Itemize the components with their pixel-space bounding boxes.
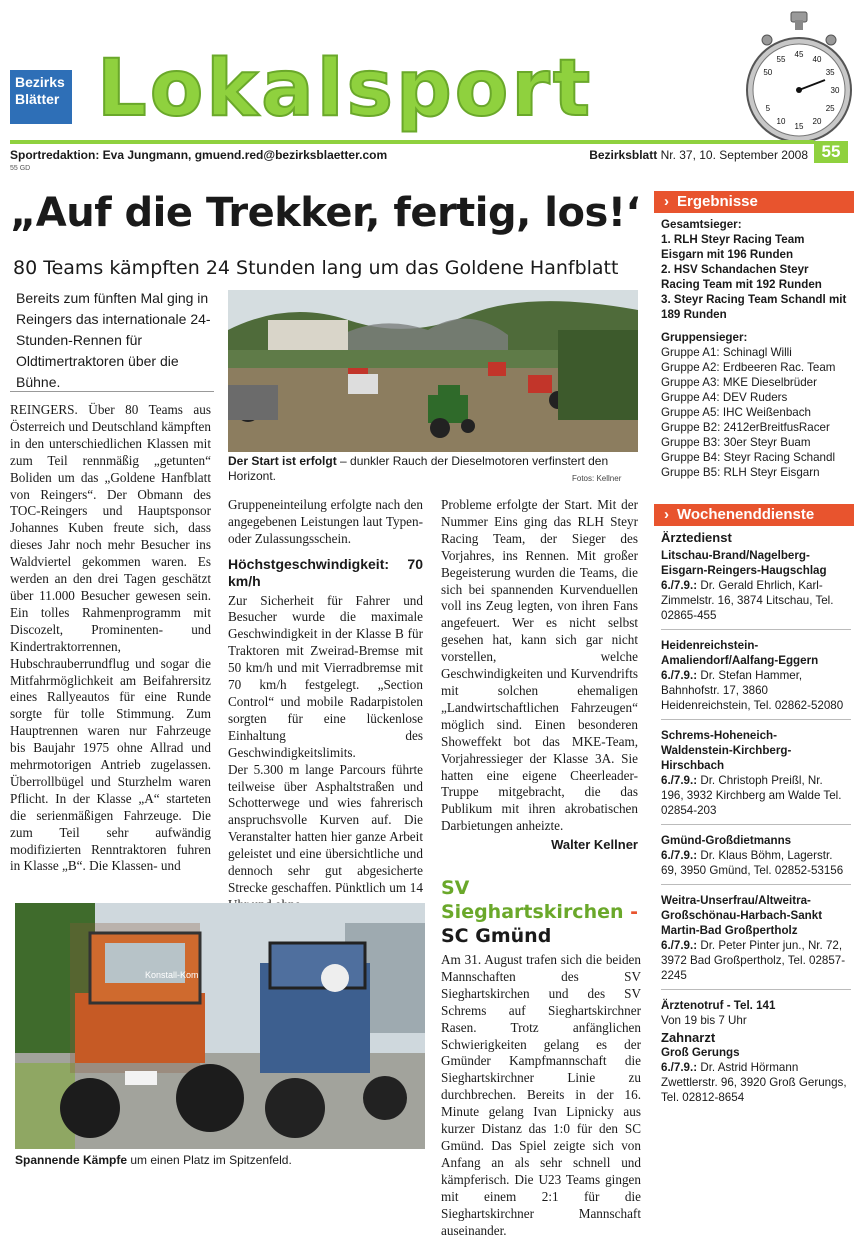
duty-doctor-details: Dr. Peter Pinter jun., Nr. 72, 3972 Bad Großpertholz, Tel. 02857-2245 — [661, 939, 846, 982]
gruppen-label: Gruppensieger: — [661, 331, 748, 344]
gruppe-winner: Erdbeeren Rac. Team — [722, 361, 836, 374]
photo2-caption-bold: Spannende Kämpfe — [15, 1153, 128, 1167]
sv-article — [441, 876, 641, 1239]
gruppe-label: Gruppe A3: — [661, 376, 720, 389]
sv-title-team1: SV Sieghartskirchen — [441, 877, 624, 923]
gruppe-winner: IHC Weißenbach — [722, 406, 811, 419]
section-title: Lokalsport — [97, 44, 594, 134]
watch-number: 20 — [812, 117, 822, 127]
article-column-3 — [441, 497, 638, 854]
duty-divider — [661, 629, 851, 630]
gruppe-winner: Steyr Racing Schandl — [723, 451, 836, 464]
gruppe-item — [661, 375, 848, 390]
duty-region: Schrems-Hoheneich-Waldenstein-Kirchberg-Hirschbach — [661, 729, 792, 772]
sidebar — [654, 191, 854, 1105]
gruppe-label: Gruppe B5: — [661, 466, 721, 479]
watch-number: 40 — [812, 54, 822, 64]
duty-doctor — [661, 578, 848, 623]
photo2-caption-text: um einen Platz im Spitzenfeld. — [127, 1153, 292, 1167]
gruppe-winner: 30er Steyr Buam — [723, 436, 811, 449]
duty-doctor-details: Dr. Stefan Hammer, Bahnhofstr. 17, 3860 Heidenreichstein, Tel. 02862-52080 — [661, 669, 844, 712]
gruppe-winner: 2412erBreitfusRacer — [723, 421, 830, 434]
watch-number: 35 — [825, 68, 835, 77]
photo-credit: Fotos: Kellner — [572, 474, 622, 483]
results-header — [654, 191, 854, 213]
column-2-paragraph-1: Gruppeneinteilung erfolgte nach den angegebenen Leistungen laut Typen- oder Zulassungsschein. — [228, 497, 423, 546]
notruf-line: Ärztenotruf - Tel. 141 — [661, 999, 776, 1012]
race-start-photo — [228, 290, 638, 452]
results-header-label: Ergebnisse — [677, 193, 758, 210]
issue-details: Nr. 37, 10. September 2008 — [660, 148, 808, 162]
duty-entry — [661, 638, 848, 720]
gruppe-item — [661, 390, 848, 405]
zahnarzt-entry — [661, 1060, 848, 1105]
zahnarzt-date: 6./7.9.: — [661, 1061, 698, 1074]
gruppe-winner: Schinagl Willi — [722, 346, 792, 359]
column-2-paragraph-3: Der 5.300 m lange Parcours führte teilweise über Asphaltstraßen und Schotterwege und wies fahrerisch anspruchsvolle Kurven auf. Die Veranstalter hatten hier ganze Arbeit geleistet und eine übersichtliche und dennoch sehr gut abgesicherte Strecke geschaffen. Pünktlich um 14 — [228, 761, 423, 895]
article-column-1 — [10, 402, 211, 875]
gruppe-label: Gruppe A5: — [661, 406, 720, 419]
duty-divider — [661, 824, 851, 825]
zahnarzt-region: Groß Gerungs — [661, 1046, 740, 1059]
sv-article-title — [441, 876, 641, 948]
gruppe-label: Gruppe B4: — [661, 451, 721, 464]
gruppe-item — [661, 405, 848, 420]
article-subheadline: 80 Teams kämpften 24 Stunden lang um das Goldene Hanfblatt — [13, 257, 619, 279]
gruppe-label: Gruppe A4: — [661, 391, 720, 404]
duty-doctor-details: Dr. Gerald Ehrlich, Karl-Zimmelstr. 16, 3874 Litschau, Tel. 02865-455 — [661, 579, 834, 622]
gruppe-winner: RLH Steyr Eisgarn — [723, 466, 820, 479]
duty-doctor-details: Dr. Klaus Böhm, Lagerstr. 69, 3950 Gmünd, Tel. 02852-53156 — [661, 849, 844, 877]
gruppe-label: Gruppe A1: — [661, 346, 720, 359]
logo-line-2: Blätter — [15, 91, 60, 107]
masthead-rule — [10, 140, 814, 144]
sv-title-dash: - — [623, 901, 639, 923]
gruppe-item — [661, 420, 848, 435]
bezirksblaetter-logo — [10, 70, 72, 124]
issue-line — [589, 148, 808, 162]
duty-date: 6./7.9.: — [661, 579, 698, 592]
photo1-caption-text: – dunkler Rauch der Dieselmotoren verfinstert den Horizont. — [228, 454, 609, 483]
gruppe-label: Gruppe A2: — [661, 361, 720, 374]
duty-header-label: Wochenenddienste — [677, 506, 815, 523]
column-1-text: REINGERS. Über 80 Teams aus Österreich und Deutschland kämpften in den unterschiedlichen Klassen mit zum Teil rennmäßig „getunten“ Boliden um das „Goldene Hanfblatt von Reingers“. Der Obmann des TOC-Reingers und Hauptsponsor Johannes Kuben freute sich, dass dieses Jahr noch mehr Besucher ins Waldviertel gekommen waren. Es werden an den drei Tagen geschätzt über 11.000 Besucher gewesen sein. Ein tolles Rahmenprogramm mit Discozelt, Prominenten- und Kindertraktorrennen, Hubschrauberrundflug und sogar die Mitfahrmöglichkeit am Beifahrersitz eines Rallyeautos für eine Runde sorgte für tolle Stimmung. Zum Hauptrennen waren nur Fahrzeuge bis Baujahr 1975 ohne Allrad und mehrmotorigen Antrieb zugelassen. Überrollbügel und Sturzhelm waren Pflicht. In der Klasse „A“ starteten die serienmäßigen Fahrzeuge. Die zum Teil sehr aufwändig modifizierten Renntraktoren fuhren in Klasse „B“. Die Klassen- und — [10, 402, 211, 874]
sv-article-body: Am 31. August trafen sich die beiden Mannschaften des SV Sieghartskirchen und des SV Schrems auf Sieghartskirchner Rasen. Trotz anfänglichen Schwierigkeiten gelang es der Gmünder Kampfmannschaft die Sieghartskirchner Linie zu durchbrechen. Bereits in der 16. Minute gelang Ivan Lipnicky aus kurzer Distanz das 1:0 für den SC Gmünd. Das Spiel zeigte sich von Anfang an als sehr schnell und kämpferisch. Die U23 Teams gingen mit einem 2:1 für die Sieghartskirchner Mannschaft auseinander. — [441, 952, 641, 1238]
photo1-caption-bold: Der Start ist erfolgt — [228, 454, 337, 468]
column-3-text: Probleme erfolgte der Start. Mit der Nummer Eins ging das RLH Steyr Racing Team, der Sieger des Vorjahres, ins Rennen. Mit großer Begeisterung wurden die Teams, die sich bei spannenden Kurvenduellen voll ins Zeug legten, von ihren Fans angefeuert. Wer es nicht selbst gesehen hat, kann sich gar nicht vorstellen, welche Geschwindigkeiten und Kurvendrifts mit solchen ehemaligen „Landwirtschaftlichen Fahrzeugen“ möglich sind. Einen besonderen Showeffekt bot das MKE-Team, Vorjahressieger der Klasse 3A. Sie hatten eine eigene Cheerleader-Truppe mitgebracht, die das Publikum mit ihren akrobatischen Darbietungen anheizte. — [441, 497, 638, 834]
duty-header — [654, 504, 854, 526]
duty-divider — [661, 989, 851, 990]
duty-date: 6./7.9.: — [661, 939, 698, 952]
chevron-right-icon: › — [664, 506, 669, 523]
duty-divider — [661, 884, 851, 885]
gesamt-item: 2. HSV Schandachen Steyr Racing Team mit 192 Runden — [661, 263, 822, 291]
duty-doctor — [661, 668, 848, 713]
zahnarzt-label: Zahnarzt — [661, 1030, 716, 1045]
watch-number: 50 — [763, 68, 773, 77]
gruppe-item — [661, 360, 848, 375]
stopwatch-icon — [745, 10, 853, 150]
page-number: 55 — [814, 141, 848, 163]
column-2-subhead: Höchstgeschwindigkeit: 70 km/h — [228, 555, 423, 589]
tractor-plate-text: Konstall-Kom — [145, 970, 199, 980]
duty-date: 6./7.9.: — [661, 774, 698, 787]
gruppe-winner: MKE Dieselbrüder — [722, 376, 817, 389]
gruppe-item — [661, 435, 848, 450]
watch-number: 55 — [776, 54, 786, 64]
gruppe-item — [661, 345, 848, 360]
duty-region: Heidenreichstein-Amaliendorf/Aalfang-Eggern — [661, 639, 819, 667]
page-code: 55 GD — [10, 165, 31, 172]
watch-number: 10 — [776, 117, 786, 127]
duty-entry — [661, 728, 848, 825]
duty-entry — [661, 548, 848, 630]
gesamt-list — [661, 232, 848, 322]
duty-date: 6./7.9.: — [661, 669, 698, 682]
article-lead: Bereits zum fünften Mal ging in Reingers das internationale 24-Stunden-Rennen für Oldtimertraktoren über die Bühne. — [16, 290, 211, 390]
gruppe-item — [661, 450, 848, 465]
duty-date: 6./7.9.: — [661, 849, 698, 862]
chevron-right-icon: › — [664, 193, 669, 210]
gruppe-winner: DEV Ruders — [722, 391, 788, 404]
watch-number: 25 — [825, 104, 835, 113]
aerzte-label: Ärztedienst — [661, 530, 732, 545]
gesamt-item: 1. RLH Steyr Racing Team Eisgarn mit 196 Runden — [661, 233, 805, 261]
notruf-time: Von 19 bis 7 Uhr — [661, 1014, 747, 1027]
photo2-caption — [15, 1153, 425, 1168]
gesamt-label: Gesamtsieger: — [661, 218, 742, 231]
duty-divider — [661, 719, 851, 720]
gesamt-item: 3. Steyr Racing Team Schandl mit 189 Runden — [661, 293, 847, 321]
article-headline: „Auf die Trekker, fertig, los!‘ — [10, 190, 641, 236]
tractor-race-photo — [15, 903, 425, 1149]
watch-number: 45 — [794, 50, 804, 59]
issue-paper: Bezirksblatt — [589, 148, 658, 162]
duty-region: Gmünd-Großdietmanns — [661, 834, 792, 847]
duty-doctor — [661, 848, 848, 878]
article-author: Walter Kellner — [551, 837, 638, 853]
sportredaktion-line: Sportredaktion: Eva Jungmann, gmuend.red@bezirksblaetter.com — [10, 148, 388, 162]
watch-number: 30 — [830, 86, 840, 95]
duty-doctor — [661, 938, 848, 983]
article-column-2 — [228, 497, 423, 914]
gruppe-label: Gruppe B2: — [661, 421, 721, 434]
sv-title-team2: SC Gmünd — [441, 925, 552, 947]
duty-entry — [661, 893, 848, 990]
duty-region: Weitra-Unserfrau/Altweitra-Großschönau-Harbach-Sankt Martin-Bad Großpertholz — [661, 894, 823, 937]
gruppe-label: Gruppe B3: — [661, 436, 721, 449]
lead-divider — [10, 391, 214, 392]
watch-number: 5 — [765, 104, 771, 113]
logo-line-1: Bezirks — [15, 74, 65, 90]
duty-doctor — [661, 773, 848, 818]
duty-entry — [661, 833, 848, 885]
gruppen-list — [661, 345, 848, 480]
column-2-paragraph-2: Zur Sicherheit für Fahrer und Besucher wurde die maximale Geschwindigkeit in der Klasse B für Traktoren mit Zweirad-Bremse mit 50 km/h und mit Vierradbremse mit 70 km/h festgelegt. „Section Control“ und mobile Radarpistolen sorgten für eine lückenlose Einhaltung des Geschwindigkeitslimits. — [228, 592, 423, 760]
duty-region: Litschau-Brand/Nagelberg-Eisgarn-Reingers-Haugschlag — [661, 549, 827, 577]
duty-list — [661, 548, 848, 990]
duty-doctor-details: Dr. Christoph Preißl, Nr. 196, 3932 Kirchberg am Walde Tel. 02854-203 — [661, 774, 842, 817]
watch-number: 15 — [794, 122, 804, 131]
gruppe-item — [661, 465, 848, 480]
zahnarzt-doc: Dr. Astrid Hörmann Zwettlerstr. 96, 3920 Groß Gerungs, Tel. 02812-8654 — [661, 1061, 847, 1104]
